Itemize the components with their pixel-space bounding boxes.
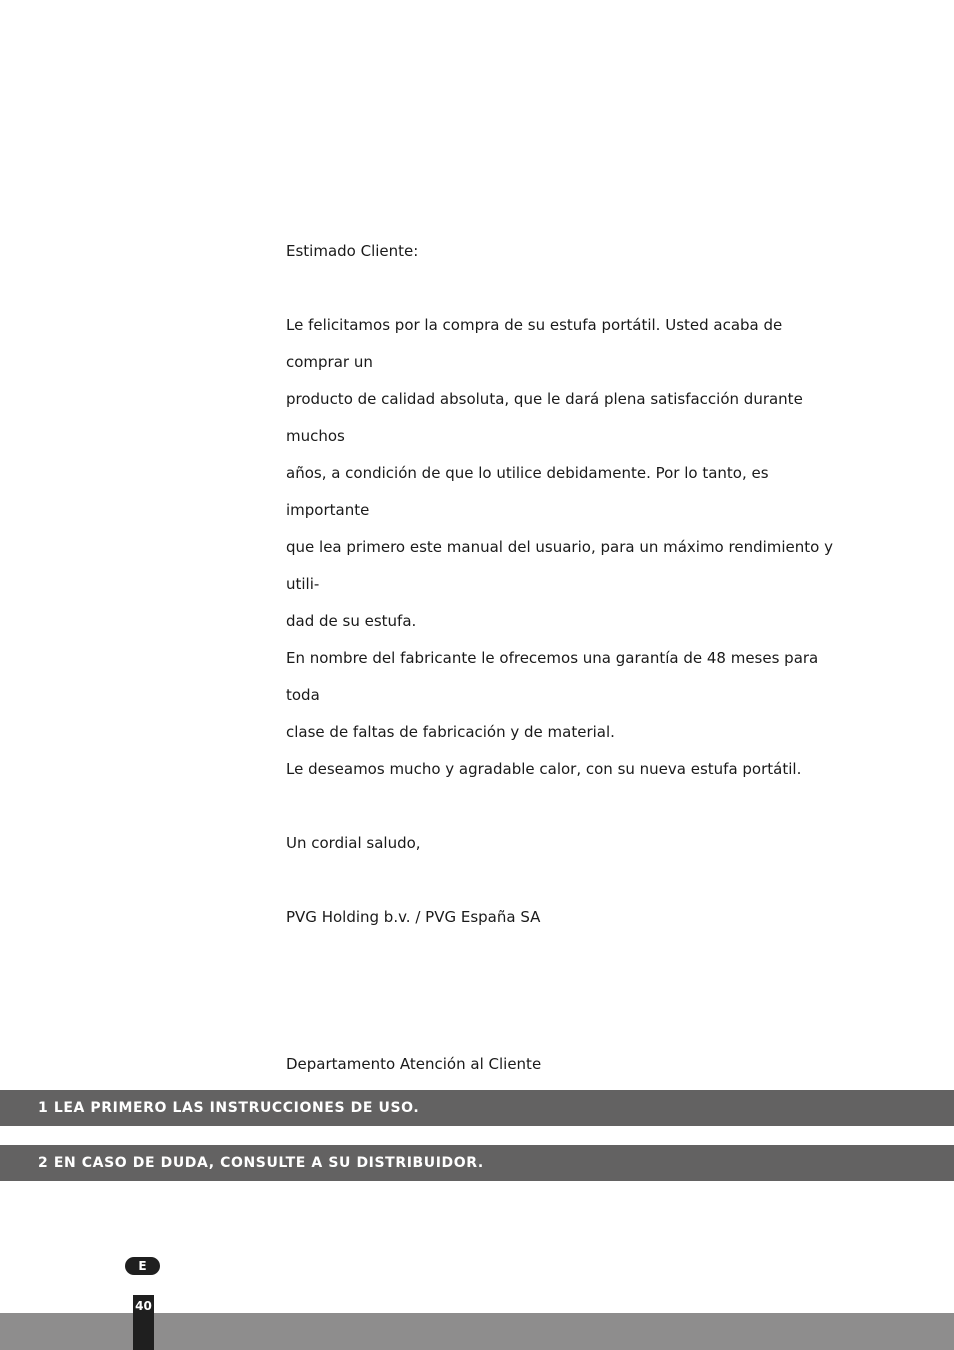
letter-line: años, a condición de que lo utilice debidamente. Por lo tanto, es importante [286,464,769,519]
letter-line: Le felicitamos por la compra de su estufa portátil. Usted acaba de comprar un [286,316,783,371]
letter-line: clase de faltas de fabricación y de material. [286,723,615,741]
letter-greeting: Estimado Cliente: [286,242,419,260]
letter-company: PVG Holding b.v. / PVG España SA [286,908,541,926]
language-badge: E [125,1257,160,1275]
spacer [286,862,846,899]
letter-department: Departamento Atención al Cliente [286,1055,542,1073]
spacer [286,270,846,307]
letter-closing: Un cordial saludo, [286,834,421,852]
instruction-banner-1: 1 LEA PRIMERO LAS INSTRUCCIONES DE USO. [0,1090,954,1126]
letter-line: dad de su estufa. [286,612,417,630]
page-number: 40 [133,1295,154,1350]
letter-line: producto de calidad absoluta, que le dará plena satisfacción durante muchos [286,390,803,445]
letter-line: que lea primero este manual del usuario, para un máximo rendimiento y utili- [286,538,833,593]
letter-line: En nombre del fabricante le ofrecemos una garantía de 48 meses para toda [286,649,819,704]
signature-space [286,936,846,1046]
spacer [286,788,846,825]
letter-body [286,233,846,1083]
letter-line: Le deseamos mucho y agradable calor, con su nueva estufa portátil. [286,760,802,778]
instruction-banner-2: 2 EN CASO DE DUDA, CONSULTE A SU DISTRIBUIDOR. [0,1145,954,1181]
